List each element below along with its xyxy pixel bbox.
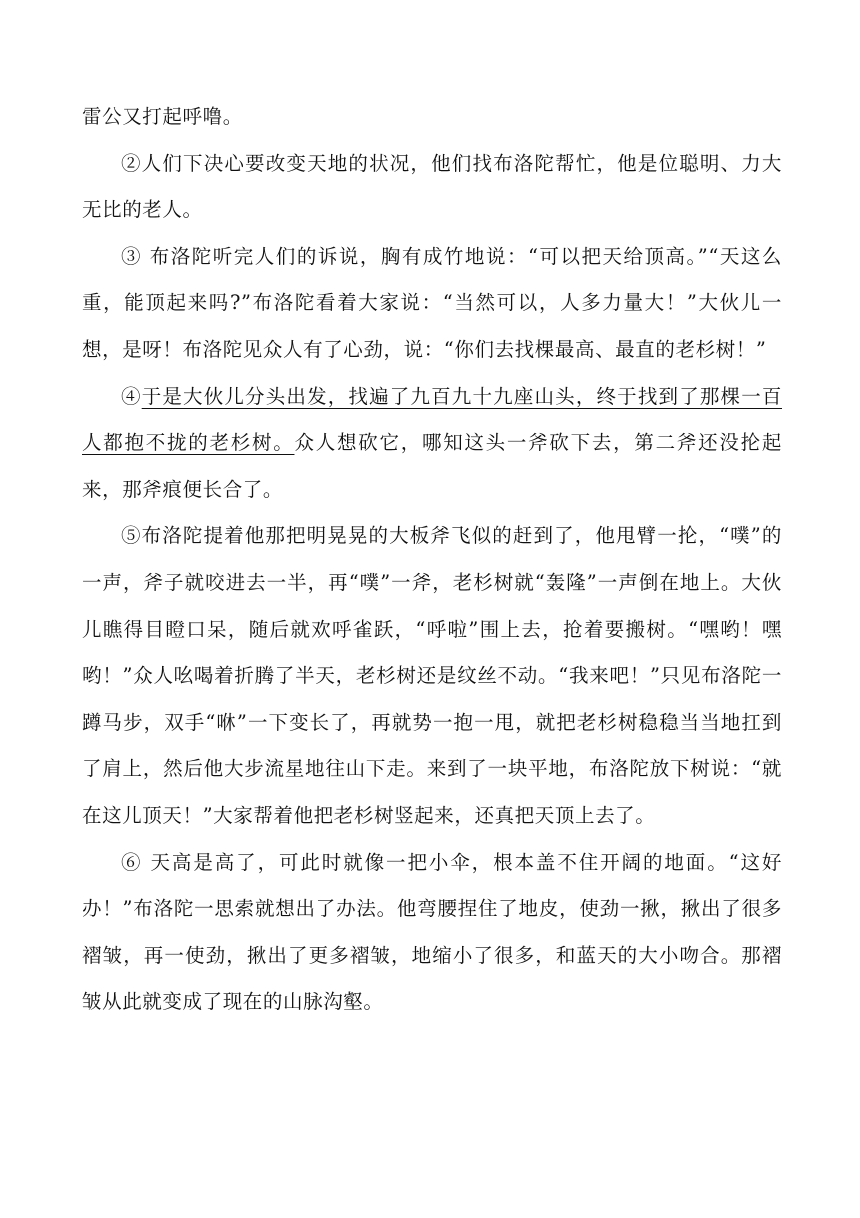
paragraph-6: ⑥ 天高是高了，可此时就像一把小伞，根本盖不住开阔的地面。“这好办！”布洛陀一思索就想出了办法。他弯腰捏住了地皮，使劲一揪，揪出了很多褶皱，再一使劲，揪出了更多褶皱，地缩小了很多，和蓝天的大小吻合。那褶皱从此就变成了现在的山脉沟壑。 [82,850,782,1014]
underlined-sentence: 于是大伙儿分头出发，找遍了九百九十九座山头，终于找到了那棵一百人都抱不拢的老杉树。 [82,384,782,455]
document-body [82,94,782,1026]
paragraph-4 [82,374,782,514]
paragraph-4-rest: 众人想砍它，哪知这头一斧砍下去，第二斧还没抡起来，那斧痕便长合了。 [82,431,782,501]
paragraph-1-continuation: 雷公又打起呼噜。 [82,105,243,128]
paragraph-5: ⑤布洛陀提着他那把明晃晃的大板斧飞似的赶到了，他甩臂一抡，“噗”的一声，斧子就咬进去一半，再“噗”一斧，老杉树就“轰隆”一声倒在地上。大伙儿瞧得目瞪口呆，随后就欢呼雀跃，“呼啦”围上去，抢着要搬树。“嘿哟！嘿哟！”众人吆喝着折腾了半天，老杉树还是纹丝不动。“我来吧！”只见布洛陀一蹲马步，双手“咻”一下变长了，再就势一抱一甩，就把老杉树稳稳当当地扛到了肩上，然后他大步流星地往山下走。来到了一块平地，布洛陀放下树说：“就在这儿顶天！”大家帮着他把老杉树竖起来，还真把天顶上去了。 [82,524,782,827]
paragraph-4-marker: ④ [121,384,142,408]
paragraph-2: ②人们下决心要改变天地的状况，他们找布洛陀帮忙，他是位聪明、力大无比的老人。 [82,151,782,222]
paragraph-3: ③ 布洛陀听完人们的诉说，胸有成竹地说：“可以把天给顶高。”“天这么重，能顶起来吗?”布洛陀看着大家说：“当然可以，人多力量大！”大伙儿一想，是呀！布洛陀见众人有了心劲，说：“你们去找棵最高、最直的老杉树！” [82,244,782,361]
